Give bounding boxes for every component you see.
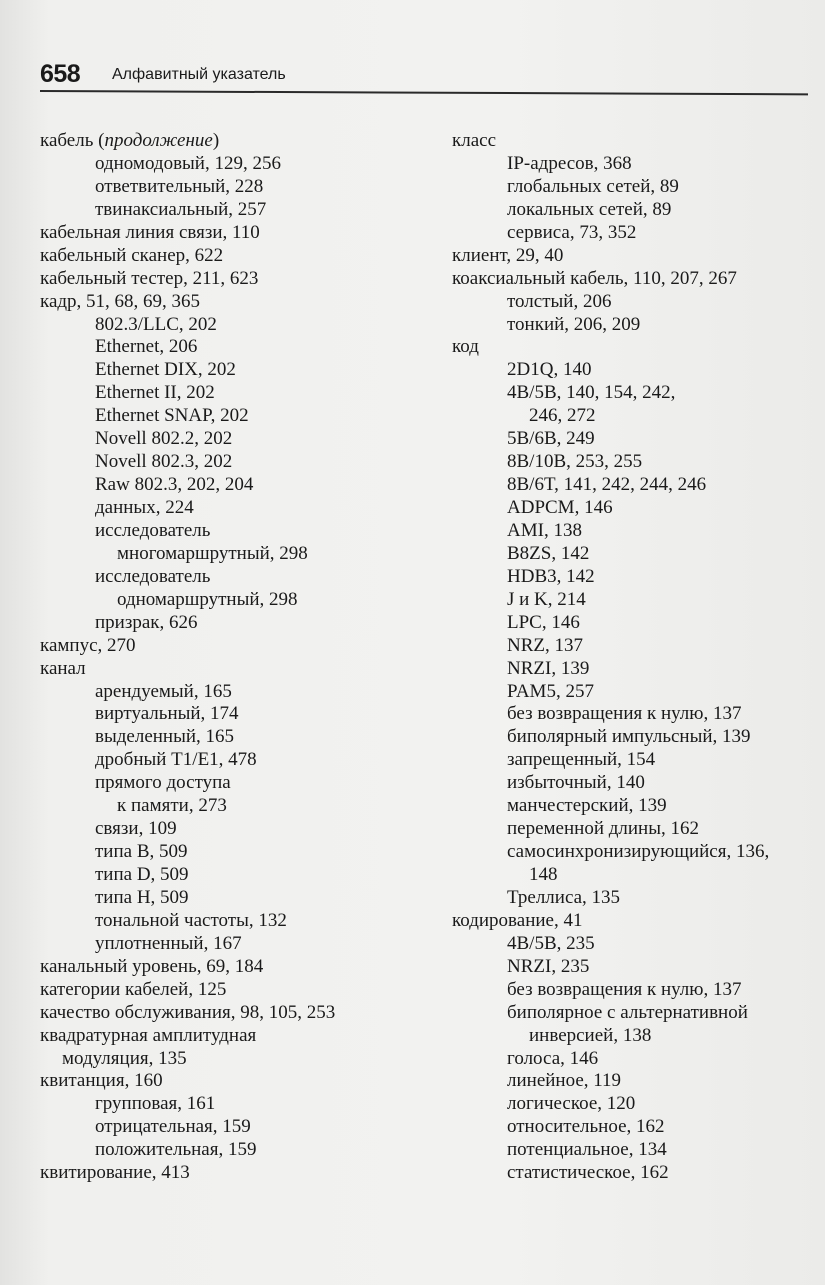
index-entry: квадратурная амплитудная bbox=[40, 1024, 257, 1046]
index-subentry: J и K, 214 bbox=[507, 588, 586, 610]
index-subentry: 5B/6B, 249 bbox=[507, 428, 595, 450]
index-subentry: ответвительный, 228 bbox=[95, 175, 264, 197]
index-subentry: инверсией, 138 bbox=[529, 1024, 652, 1046]
index-subentry: 8B/10B, 253, 255 bbox=[507, 451, 643, 473]
index-subentry: без возвращения к нулю, 137 bbox=[507, 703, 742, 725]
index-entry: класс bbox=[452, 130, 497, 151]
index-subentry: исследователь bbox=[95, 519, 211, 541]
index-subentry: Ethernet SNAP, 202 bbox=[95, 405, 249, 427]
index-subentry: локальных сетей, 89 bbox=[507, 198, 672, 220]
index-subentry: модуляция, 135 bbox=[62, 1047, 187, 1069]
index-subentry: 148 bbox=[529, 864, 558, 885]
entry-text: кабель ( bbox=[40, 130, 105, 151]
header-rule bbox=[40, 90, 808, 95]
index-subentry: AMI, 138 bbox=[507, 519, 582, 541]
index-subentry: положительная, 159 bbox=[95, 1139, 257, 1161]
index-subentry: переменной длины, 162 bbox=[507, 818, 699, 840]
index-subentry: Novell 802.2, 202 bbox=[95, 428, 233, 450]
index-subentry: запрещенный, 154 bbox=[507, 749, 656, 771]
index-column-right bbox=[452, 130, 812, 1185]
index-subentry: одномодовый, 129, 256 bbox=[95, 152, 281, 174]
index-subentry: виртуальный, 174 bbox=[95, 703, 239, 725]
page-number: 658 bbox=[40, 60, 81, 88]
index-subentry: тонкий, 206, 209 bbox=[507, 313, 641, 335]
index-subentry: NRZI, 139 bbox=[507, 657, 590, 679]
index-subentry: 246, 272 bbox=[529, 405, 596, 427]
index-subentry: самосинхронизирующийся, 136, bbox=[507, 841, 770, 863]
index-entry: кабельный тестер, 211, 623 bbox=[40, 267, 259, 289]
index-entry: квитирование, 413 bbox=[40, 1162, 190, 1184]
index-subentry: без возвращения к нулю, 137 bbox=[507, 978, 742, 1000]
index-subentry: Ethernet, 206 bbox=[95, 336, 198, 358]
index-subentry: сервиса, 73, 352 bbox=[507, 221, 637, 243]
index-subentry: Ethernet DIX, 202 bbox=[95, 359, 236, 381]
index-subentry: типа H, 509 bbox=[95, 886, 189, 908]
index-entry: категории кабелей, 125 bbox=[40, 978, 227, 1000]
index-entry: качество обслуживания, 98, 105, 253 bbox=[40, 1001, 336, 1023]
index-subentry: призрак, 626 bbox=[95, 611, 198, 633]
index-subentry: одномаршрутный, 298 bbox=[117, 588, 298, 610]
index-subentry: HDB3, 142 bbox=[507, 565, 595, 587]
index-subentry: статистическое, 162 bbox=[507, 1162, 669, 1184]
index-subentry: ADPCM, 146 bbox=[507, 497, 613, 518]
entry-continuation-note: продолжение bbox=[104, 130, 213, 151]
index-subentry: биполярное с альтернативной bbox=[507, 1001, 748, 1023]
index-subentry: исследователь bbox=[95, 565, 211, 587]
index-subentry: голоса, 146 bbox=[507, 1047, 599, 1069]
index-subentry: типа B, 509 bbox=[95, 841, 188, 863]
index-entry: код bbox=[452, 336, 479, 358]
index-subentry: Raw 802.3, 202, 204 bbox=[95, 474, 254, 496]
index-entry: клиент, 29, 40 bbox=[452, 244, 564, 266]
index-entry bbox=[40, 130, 440, 153]
index-subentry: NRZ, 137 bbox=[507, 634, 583, 656]
index-subentry: глобальных сетей, 89 bbox=[507, 175, 679, 197]
index-subentry: типа D, 509 bbox=[95, 864, 189, 885]
index-subentry: 2D1Q, 140 bbox=[507, 359, 592, 381]
index-subentry: избыточный, 140 bbox=[507, 772, 645, 794]
index-entry: кодирование, 41 bbox=[452, 909, 583, 931]
index-subentry: выделенный, 165 bbox=[95, 726, 235, 748]
index-subentry: биполярный импульсный, 139 bbox=[507, 726, 751, 748]
page-header bbox=[40, 58, 810, 98]
index-entry: кадр, 51, 68, 69, 365 bbox=[40, 290, 201, 312]
index-subentry: Треллиса, 135 bbox=[507, 886, 621, 908]
index-subentry: PAM5, 257 bbox=[507, 680, 594, 702]
index-subentry: IP-адресов, 368 bbox=[507, 152, 632, 174]
index-subentry: манчестерский, 139 bbox=[507, 795, 667, 817]
index-subentry: арендуемый, 165 bbox=[95, 680, 232, 702]
index-subentry: данных, 224 bbox=[95, 497, 194, 518]
index-entry: канал bbox=[40, 657, 86, 679]
running-head: Алфавитный указатель bbox=[112, 66, 286, 83]
index-subentry: потенциальное, 134 bbox=[507, 1139, 667, 1161]
index-column-left bbox=[40, 130, 440, 1185]
index-subentry: 4B/5B, 140, 154, 242, bbox=[507, 382, 676, 404]
index-subentry: LPC, 146 bbox=[507, 611, 580, 633]
index-subentry: 8B/6T, 141, 242, 244, 246 bbox=[507, 474, 707, 496]
index-subentry: толстый, 206 bbox=[507, 290, 612, 312]
index-subentry: логическое, 120 bbox=[507, 1093, 636, 1115]
index-subentry: Ethernet II, 202 bbox=[95, 382, 215, 404]
index-subentry: B8ZS, 142 bbox=[507, 542, 590, 564]
index-entry: квитанция, 160 bbox=[40, 1070, 163, 1092]
index-subentry: отрицательная, 159 bbox=[95, 1116, 251, 1138]
index-subentry: тональной частоты, 132 bbox=[95, 909, 287, 931]
index-subentry: уплотненный, 167 bbox=[95, 932, 242, 954]
index-entry: коаксиальный кабель, 110, 207, 267 bbox=[452, 267, 737, 289]
index-subentry: относительное, 162 bbox=[507, 1116, 665, 1138]
index-subentry: линейное, 119 bbox=[507, 1070, 622, 1092]
index-subentry: 4B/5B, 235 bbox=[507, 932, 595, 954]
index-subentry: Novell 802.3, 202 bbox=[95, 451, 233, 473]
index-entry: канальный уровень, 69, 184 bbox=[40, 955, 264, 977]
index-subentry: NRZI, 235 bbox=[507, 955, 590, 977]
index-subentry: групповая, 161 bbox=[95, 1093, 216, 1115]
index-subentry: 802.3/LLC, 202 bbox=[95, 313, 217, 335]
index-subentry: к памяти, 273 bbox=[117, 795, 227, 817]
index-subentry: связи, 109 bbox=[95, 818, 177, 840]
index-subentry: прямого доступа bbox=[95, 772, 231, 794]
index-subentry: твинаксиальный, 257 bbox=[95, 198, 267, 220]
entry-text-tail: ) bbox=[212, 130, 220, 151]
index-entry: кабельный сканер, 622 bbox=[40, 244, 224, 266]
index-subentry: дробный T1/E1, 478 bbox=[95, 749, 257, 771]
index-entry: кампус, 270 bbox=[40, 634, 136, 656]
index-subentry: многомаршрутный, 298 bbox=[117, 542, 308, 564]
index-entry: кабельная линия связи, 110 bbox=[40, 221, 260, 243]
